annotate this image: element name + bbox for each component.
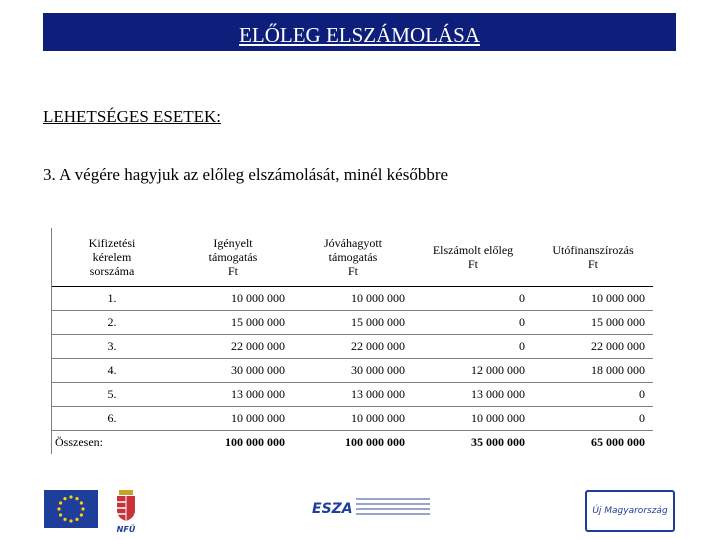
cell-post-financing: 10 000 000: [533, 287, 653, 311]
cell-settled-advance: 12 000 000: [413, 359, 533, 383]
header-post-financing: Utófinanszírozás Ft: [533, 228, 653, 287]
crest-icon: [110, 488, 142, 534]
table-row: [51, 383, 653, 407]
table-total-row: [51, 431, 653, 455]
table-header-row: [51, 228, 653, 287]
cell-post-financing: 18 000 000: [533, 359, 653, 383]
footer-logos: [0, 482, 720, 540]
cell-approved: 10 000 000: [293, 287, 413, 311]
header-settled-advance: Elszámolt előleg Ft: [413, 228, 533, 287]
cell-post-financing: 22 000 000: [533, 335, 653, 359]
esza-mark: ESZA: [312, 501, 353, 517]
cell-settled-advance: 0: [413, 287, 533, 311]
cell-settled-advance: 0: [413, 311, 533, 335]
cell-requested: 15 000 000: [173, 311, 293, 335]
table-row: [51, 335, 653, 359]
cell-requested: 30 000 000: [173, 359, 293, 383]
cell-approved: 30 000 000: [293, 359, 413, 383]
row-index: 4.: [51, 359, 173, 383]
nfu-caption: NFÜ: [116, 525, 136, 534]
settlement-table: [51, 228, 653, 454]
cell-requested: 10 000 000: [173, 287, 293, 311]
total-post-financing: 65 000 000: [591, 435, 645, 449]
esza-fine-print: [356, 498, 430, 518]
cell-post-financing: 0: [533, 383, 653, 407]
header-payment-request-no: Kifizetési kérelem sorszáma: [51, 228, 173, 287]
cell-post-financing: 15 000 000: [533, 311, 653, 335]
table-row: [51, 407, 653, 431]
table-row: [51, 287, 653, 311]
cell-approved: 15 000 000: [293, 311, 413, 335]
eu-flag-logo: [44, 490, 98, 528]
slide-title: ELŐLEG ELSZÁMOLÁSA: [239, 23, 480, 47]
esza-logo: [312, 490, 432, 528]
table-left-border: [51, 228, 52, 454]
case-description: 3. A végére hagyjuk az előleg elszámolását, minél későbbre: [43, 165, 449, 184]
total-requested: 100 000 000: [225, 435, 285, 449]
cell-approved: 22 000 000: [293, 335, 413, 359]
cell-settled-advance: 13 000 000: [413, 383, 533, 407]
hungarian-crest-logo: [110, 488, 142, 534]
eu-stars-icon: [44, 490, 98, 528]
cell-requested: 10 000 000: [173, 407, 293, 431]
cell-requested: 22 000 000: [173, 335, 293, 359]
cell-settled-advance: 10 000 000: [413, 407, 533, 431]
cell-approved: 13 000 000: [293, 383, 413, 407]
cell-requested: 13 000 000: [173, 383, 293, 407]
slide-title-bar: [43, 13, 676, 51]
cell-approved: 10 000 000: [293, 407, 413, 431]
row-index: 1.: [51, 287, 173, 311]
total-settled-advance: 35 000 000: [471, 435, 525, 449]
uj-magyarorszag-logo: [585, 490, 675, 532]
table-row: [51, 359, 653, 383]
cell-settled-advance: 0: [413, 335, 533, 359]
total-label: Összesen:: [55, 435, 103, 449]
row-index: 2.: [51, 311, 173, 335]
header-approved-support: Jóváhagyott támogatás Ft: [293, 228, 413, 287]
row-index: 3.: [51, 335, 173, 359]
total-approved: 100 000 000: [345, 435, 405, 449]
header-requested-support: Igényelt támogatás Ft: [173, 228, 293, 287]
cell-post-financing: 0: [533, 407, 653, 431]
uj-logo-text: Új Magyarország: [592, 506, 668, 516]
section-heading: LEHETSÉGES ESETEK:: [43, 107, 222, 126]
table-row: [51, 311, 653, 335]
row-index: 6.: [51, 407, 173, 431]
row-index: 5.: [51, 383, 173, 407]
